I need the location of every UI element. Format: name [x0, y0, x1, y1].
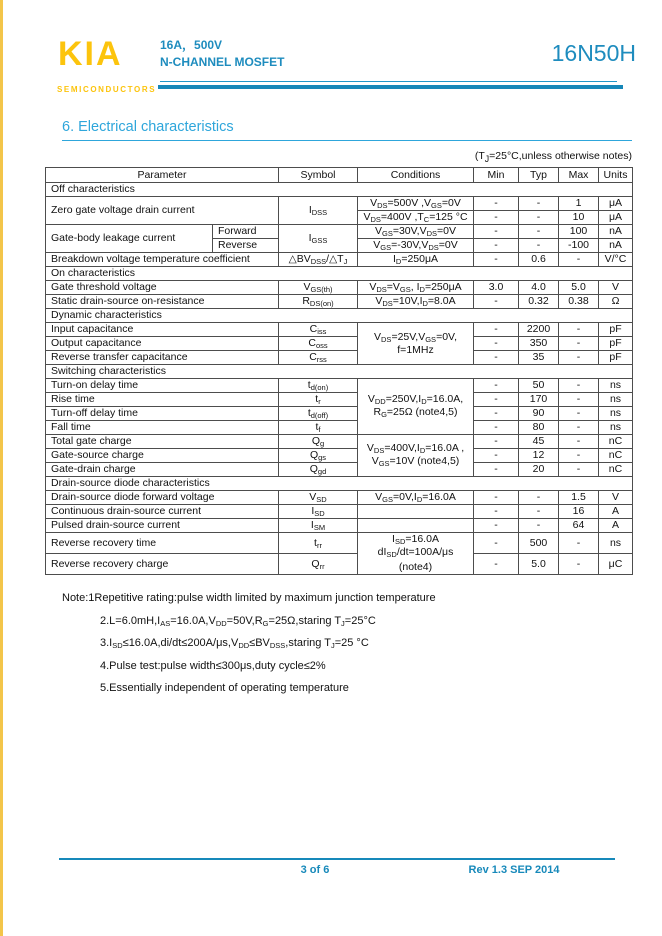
- table-cell: -: [474, 239, 519, 253]
- table-cell: $Q_{gd}$: [279, 463, 358, 477]
- table-cell: $I_{DSS}$: [279, 197, 358, 225]
- table-cell: Turn-off delay time: [46, 407, 279, 421]
- notes-block: [62, 587, 436, 700]
- table-cell: Fall time: [46, 421, 279, 435]
- table-cell: μA: [599, 197, 633, 211]
- table-cell: -: [559, 393, 599, 407]
- table-row: [46, 323, 633, 337]
- table-cell: 1: [559, 197, 599, 211]
- table-cell: [358, 505, 474, 519]
- table-cell: 45: [519, 435, 559, 449]
- table-cell: -: [474, 225, 519, 239]
- table-cell: -: [474, 533, 519, 554]
- table-cell: -: [559, 463, 599, 477]
- device-summary: [160, 37, 284, 71]
- table-cell: -: [519, 239, 559, 253]
- table-cell: [358, 519, 474, 533]
- table-cell: -: [474, 554, 519, 575]
- table-cell: Continuous drain-source current: [46, 505, 279, 519]
- table-cell: -: [559, 554, 599, 575]
- note-line: 5.Essentially independent of operating temperature: [100, 682, 349, 694]
- header-rule-thick: [158, 85, 623, 89]
- table-cell: -: [474, 421, 519, 435]
- table-cell: Dynamic characteristics: [46, 309, 633, 323]
- table-cell: $I_{SD}$: [279, 505, 358, 519]
- table-cell: μC: [599, 554, 633, 575]
- table-cell: -: [474, 337, 519, 351]
- table-cell: 35: [519, 351, 559, 365]
- table-cell: Total gate charge: [46, 435, 279, 449]
- table-cell: On characteristics: [46, 267, 633, 281]
- table-cell: -: [474, 323, 519, 337]
- table-cell: Drain-source diode forward voltage: [46, 491, 279, 505]
- table-cell: Ω: [599, 295, 633, 309]
- table-section-row: [46, 267, 633, 281]
- table-cell: 4.0: [519, 281, 559, 295]
- page-edge-accent: [0, 0, 3, 936]
- table-cell: $V_{DS}=V_{GS}$, $I_D=250\mu A$: [358, 281, 474, 295]
- table-cell: -: [474, 449, 519, 463]
- table-cell: Turn-on delay time: [46, 379, 279, 393]
- table-cell: -: [519, 505, 559, 519]
- table-cell: 5.0: [559, 281, 599, 295]
- table-cell: $Q_{gs}$: [279, 449, 358, 463]
- table-cell: Min: [474, 168, 519, 183]
- table-cell: 0.32: [519, 295, 559, 309]
- table-cell: $V_{DD}=250V,I_D=16.0A$, $R_G=25\Omega$ (note4,5): [358, 379, 474, 435]
- table-cell: pF: [599, 351, 633, 365]
- table-cell: 170: [519, 393, 559, 407]
- table-cell: -: [519, 211, 559, 225]
- table-row: [46, 435, 633, 449]
- table-cell: nA: [599, 239, 633, 253]
- table-row: [46, 463, 633, 477]
- table-cell: $I_{SM}$: [279, 519, 358, 533]
- table-cell: ns: [599, 533, 633, 554]
- part-number: 16N50H: [551, 40, 636, 66]
- table-cell: pF: [599, 337, 633, 351]
- table-cell: $V_{DS}=400V$ $,T_C=125$ °C: [358, 211, 474, 225]
- table-cell: $t_{d(on)}$: [279, 379, 358, 393]
- table-cell: $V_{GS}=-30V,V_{DS}=0V$: [358, 239, 474, 253]
- table-cell: $V_{DS}=500V$ $,V_{GS}=0V$: [358, 197, 474, 211]
- table-cell: 64: [559, 519, 599, 533]
- page-number: 3 of 6: [300, 864, 330, 876]
- table-cell: ns: [599, 393, 633, 407]
- table-row: [46, 421, 633, 435]
- table-row: [46, 337, 633, 351]
- table-cell: -: [474, 393, 519, 407]
- table-cell: Conditions: [358, 168, 474, 183]
- table-cell: 5.0: [519, 554, 559, 575]
- table-cell: -: [519, 225, 559, 239]
- table-cell: -: [474, 295, 519, 309]
- table-cell: 90: [519, 407, 559, 421]
- table-cell: $t_{rr}$: [279, 533, 358, 554]
- section-title: 6. Electrical characteristics: [62, 119, 632, 141]
- table-cell: -: [474, 519, 519, 533]
- table-cell: ns: [599, 379, 633, 393]
- table-cell: Parameter: [46, 168, 279, 183]
- table-row: [46, 168, 633, 183]
- brand-logo-subtitle: SEMICONDUCTORS: [57, 85, 157, 94]
- device-type: N-CHANNEL MOSFET: [160, 55, 285, 69]
- table-cell: $C_{oss}$: [279, 337, 358, 351]
- note-line: Note:1Repetitive rating:pulse width limited by maximum junction temperature: [62, 592, 436, 604]
- table-cell: -: [559, 435, 599, 449]
- table-cell: 0.6: [519, 253, 559, 267]
- electrical-characteristics-table: [45, 167, 633, 575]
- table-cell: $C_{iss}$: [279, 323, 358, 337]
- table-cell: 80: [519, 421, 559, 435]
- table-cell: $V_{GS}=30V,V_{DS}=0V$: [358, 225, 474, 239]
- table-cell: 16: [559, 505, 599, 519]
- brand-logo: KIA: [58, 35, 123, 73]
- table-cell: nC: [599, 435, 633, 449]
- table-cell: $\triangle BV_{DSS}/\triangle T_J$: [279, 253, 358, 267]
- table-cell: -: [474, 435, 519, 449]
- table-cell: -100: [559, 239, 599, 253]
- table-cell: 0.38: [559, 295, 599, 309]
- table-cell: -: [559, 449, 599, 463]
- table-row: [46, 281, 633, 295]
- table-cell: Reverse: [213, 239, 279, 253]
- table-cell: $V_{DS}=10V,I_D=8.0A$: [358, 295, 474, 309]
- table-row: [46, 393, 633, 407]
- table-cell: -: [474, 197, 519, 211]
- table-cell: A: [599, 505, 633, 519]
- table-row: [46, 554, 633, 575]
- table-cell: -: [559, 323, 599, 337]
- table-cell: nC: [599, 463, 633, 477]
- header-rule-thin: [160, 81, 617, 82]
- table-cell: -: [474, 253, 519, 267]
- table-row: [46, 491, 633, 505]
- table-cell: $V_{SD}$: [279, 491, 358, 505]
- table-cell: Units: [599, 168, 633, 183]
- table-cell: -: [474, 351, 519, 365]
- table-cell: Typ: [519, 168, 559, 183]
- table-cell: Reverse transfer capacitance: [46, 351, 279, 365]
- table-cell: Input capacitance: [46, 323, 279, 337]
- table-cell: $V_{GS(th)}$: [279, 281, 358, 295]
- table-cell: -: [559, 533, 599, 554]
- table-cell: 12: [519, 449, 559, 463]
- table-cell: 2200: [519, 323, 559, 337]
- footer-rule: [59, 858, 615, 860]
- table-cell: V: [599, 281, 633, 295]
- table-condition-note: ($T_J=25^\circ C,unless$ otherwise notes): [474, 150, 632, 165]
- table-cell: Reverse recovery time: [46, 533, 279, 554]
- note-line: 4.Pulse test:pulse width≤300μs,duty cycle≤2%: [100, 659, 326, 672]
- table-cell: -: [474, 211, 519, 225]
- table-cell: $V_{GS}=0V,I_D=16.0A$: [358, 491, 474, 505]
- table-row: [46, 449, 633, 463]
- revision-label: Rev 1.3 SEP 2014: [468, 864, 560, 876]
- table-cell: 1.5: [559, 491, 599, 505]
- table-cell: $V_{DS}=25V,V_{GS}=0V$, f=1MHz: [358, 323, 474, 365]
- note-line: $3.I_{SD}\le 16.0A,di/dt\le 200A/\mu s,V_{DD}\le BV_{DSS},staring$ $T_J=25$ °C: [100, 637, 369, 650]
- note-line: $2.L=6.0mH,I_{AS}=16.0A,V_{DD}=50V,R_G=25\Omega,staring$ $T_J=25^\circ C$: [100, 614, 376, 628]
- table-row: [46, 253, 633, 267]
- table-cell: -: [559, 351, 599, 365]
- table-cell: 100: [559, 225, 599, 239]
- table-cell: -: [519, 197, 559, 211]
- table-cell: Gate threshold voltage: [46, 281, 279, 295]
- table-cell: V: [599, 491, 633, 505]
- table-cell: $I_{GSS}$: [279, 225, 358, 253]
- table-row: [46, 225, 633, 239]
- table-row: [46, 533, 633, 554]
- table-cell: $C_{rss}$: [279, 351, 358, 365]
- table-row: [46, 295, 633, 309]
- table-cell: Zero gate voltage drain current: [46, 197, 279, 225]
- table-cell: μA: [599, 211, 633, 225]
- table-row: [46, 519, 633, 533]
- table-cell: Symbol: [279, 168, 358, 183]
- table-cell: pF: [599, 323, 633, 337]
- table-cell: -: [559, 407, 599, 421]
- table-cell: -: [474, 407, 519, 421]
- table-section-row: [46, 477, 633, 491]
- table-cell: -: [519, 519, 559, 533]
- table-cell: V/°C: [599, 253, 633, 267]
- table-cell: -: [474, 379, 519, 393]
- table-cell: -: [559, 421, 599, 435]
- table-cell: $t_f$: [279, 421, 358, 435]
- table-cell: $t_r$: [279, 393, 358, 407]
- table-row: [46, 407, 633, 421]
- table-cell: Drain-source diode characteristics: [46, 477, 633, 491]
- table-cell: nA: [599, 225, 633, 239]
- table-cell: Pulsed drain-source current: [46, 519, 279, 533]
- table-cell: Gate-body leakage current: [46, 225, 213, 253]
- table-cell: 3.0: [474, 281, 519, 295]
- table-cell: -: [474, 463, 519, 477]
- table-cell: ns: [599, 421, 633, 435]
- table-cell: -: [559, 337, 599, 351]
- table-cell: Gate-drain charge: [46, 463, 279, 477]
- table-cell: $t_{d(off)}$: [279, 407, 358, 421]
- table-cell: $R_{DS(on)}$: [279, 295, 358, 309]
- table-cell: Rise time: [46, 393, 279, 407]
- table-cell: Forward: [213, 225, 279, 239]
- table-cell: 20: [519, 463, 559, 477]
- table-cell: -: [559, 379, 599, 393]
- table-row: [46, 351, 633, 365]
- table-cell: Gate-source charge: [46, 449, 279, 463]
- device-rating: 16A，500V: [160, 38, 223, 52]
- table-cell: Switching characteristics: [46, 365, 633, 379]
- spec-table-body: [46, 168, 633, 575]
- table-cell: -: [559, 253, 599, 267]
- table-cell: ns: [599, 407, 633, 421]
- table-cell: 10: [559, 211, 599, 225]
- table-cell: $Q_g$: [279, 435, 358, 449]
- table-cell: Reverse recovery charge: [46, 554, 279, 575]
- table-cell: Static drain-source on-resistance: [46, 295, 279, 309]
- table-cell: Breakdown voltage temperature coefficient: [46, 253, 279, 267]
- table-section-row: [46, 183, 633, 197]
- table-cell: Max: [559, 168, 599, 183]
- table-row: [46, 505, 633, 519]
- table-cell: -: [474, 491, 519, 505]
- table-cell: -: [474, 505, 519, 519]
- table-section-row: [46, 365, 633, 379]
- table-cell: $I_D=250\mu A$: [358, 253, 474, 267]
- table-row: [46, 197, 633, 211]
- table-row: [46, 379, 633, 393]
- table-cell: $V_{DS}=400V,I_D=16.0A$ , $V_{GS}=10V$ (note4,5): [358, 435, 474, 477]
- table-cell: $Q_{rr}$: [279, 554, 358, 575]
- table-cell: A: [599, 519, 633, 533]
- table-cell: 50: [519, 379, 559, 393]
- table-cell: nC: [599, 449, 633, 463]
- table-cell: -: [519, 491, 559, 505]
- table-cell: 500: [519, 533, 559, 554]
- table-cell: 350: [519, 337, 559, 351]
- table-section-row: [46, 309, 633, 323]
- table-cell: Off characteristics: [46, 183, 633, 197]
- table-cell: $I_{SD}=16.0A$ $dI_{SD}/dt=100A/\mu s$ (note4): [358, 533, 474, 575]
- table-cell: Output capacitance: [46, 337, 279, 351]
